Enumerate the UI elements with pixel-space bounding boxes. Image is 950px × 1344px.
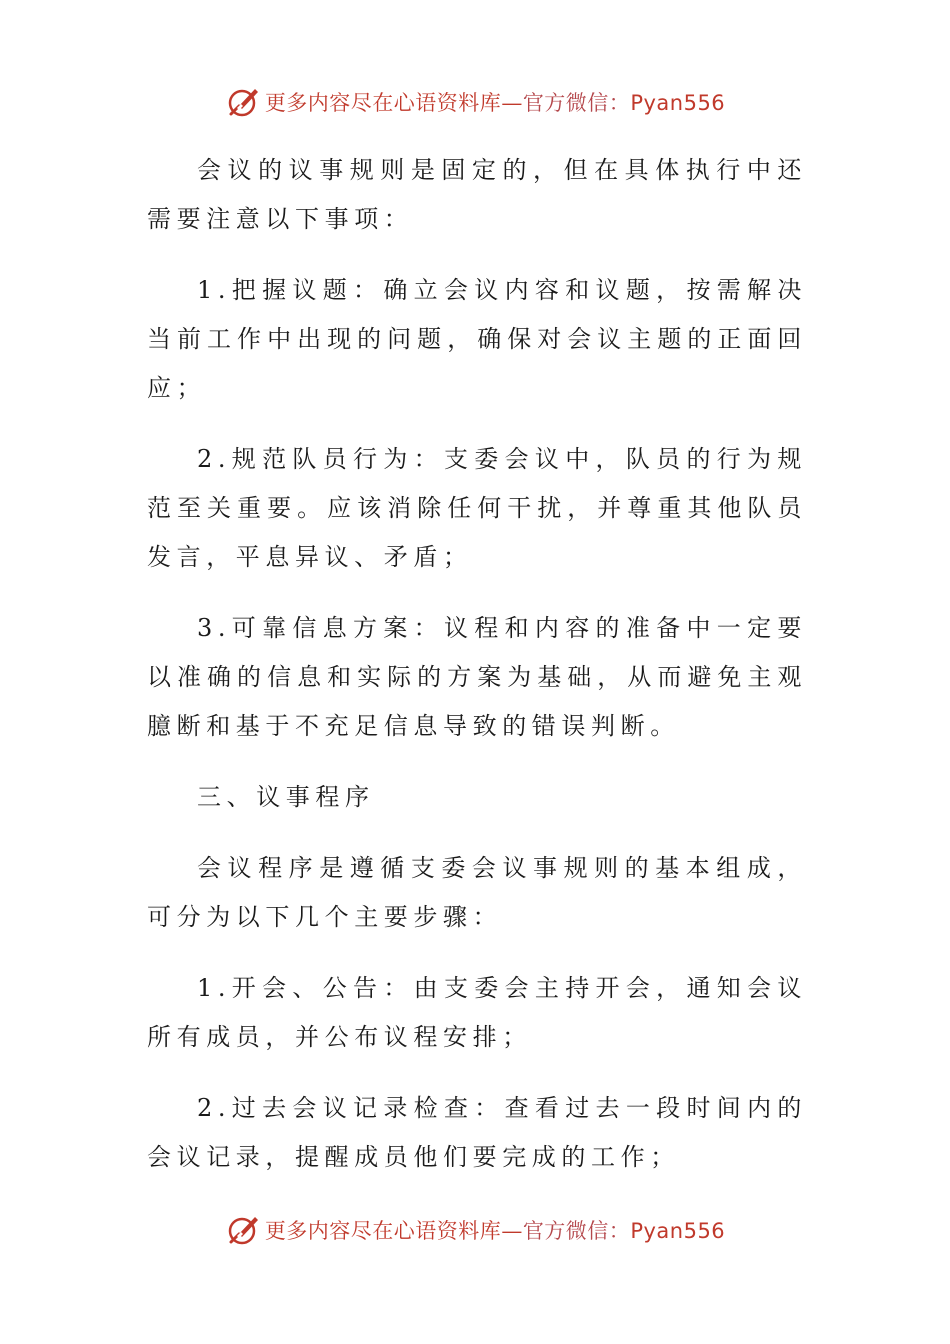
banner-text: 更多内容尽在心语资料库—官方微信：Pyan556 — [264, 91, 726, 115]
paragraph: 3.可靠信息方案：议程和内容的准备中一定要以准确的信息和实际的方案为基础，从而避免主观臆断和基于不充足信息导致的错误判断。 — [147, 614, 807, 740]
document-body — [147, 146, 807, 1204]
paragraph: 会议程序是遵循支委会议事规则的基本组成，可分为以下几个主要步骤： — [147, 854, 807, 931]
pen-logo-icon — [225, 1212, 261, 1248]
banner-text: 更多内容尽在心语资料库—官方微信：Pyan556 — [264, 1219, 726, 1243]
footer-banner — [0, 1210, 950, 1250]
header-banner — [0, 82, 950, 122]
paragraph: 2.规范队员行为：支委会议中，队员的行为规范至关重要。应该消除任何干扰，并尊重其他队员发言，平息异议、矛盾； — [147, 445, 807, 571]
paragraph: 1.开会、公告：由支委会主持开会，通知会议所有成员，并公布议程安排； — [147, 974, 807, 1051]
paragraph: 2.过去会议记录检查：查看过去一段时间内的会议记录，提醒成员他们要完成的工作； — [147, 1094, 807, 1171]
section-heading: 三、议事程序 — [197, 783, 375, 811]
paragraph: 会议的议事规则是固定的，但在具体执行中还需要注意以下事项： — [147, 156, 807, 233]
pen-logo-icon — [225, 84, 261, 120]
paragraph: 1.把握议题：确立会议内容和议题，按需解决当前工作中出现的问题，确保对会议主题的正面回应； — [147, 276, 807, 402]
